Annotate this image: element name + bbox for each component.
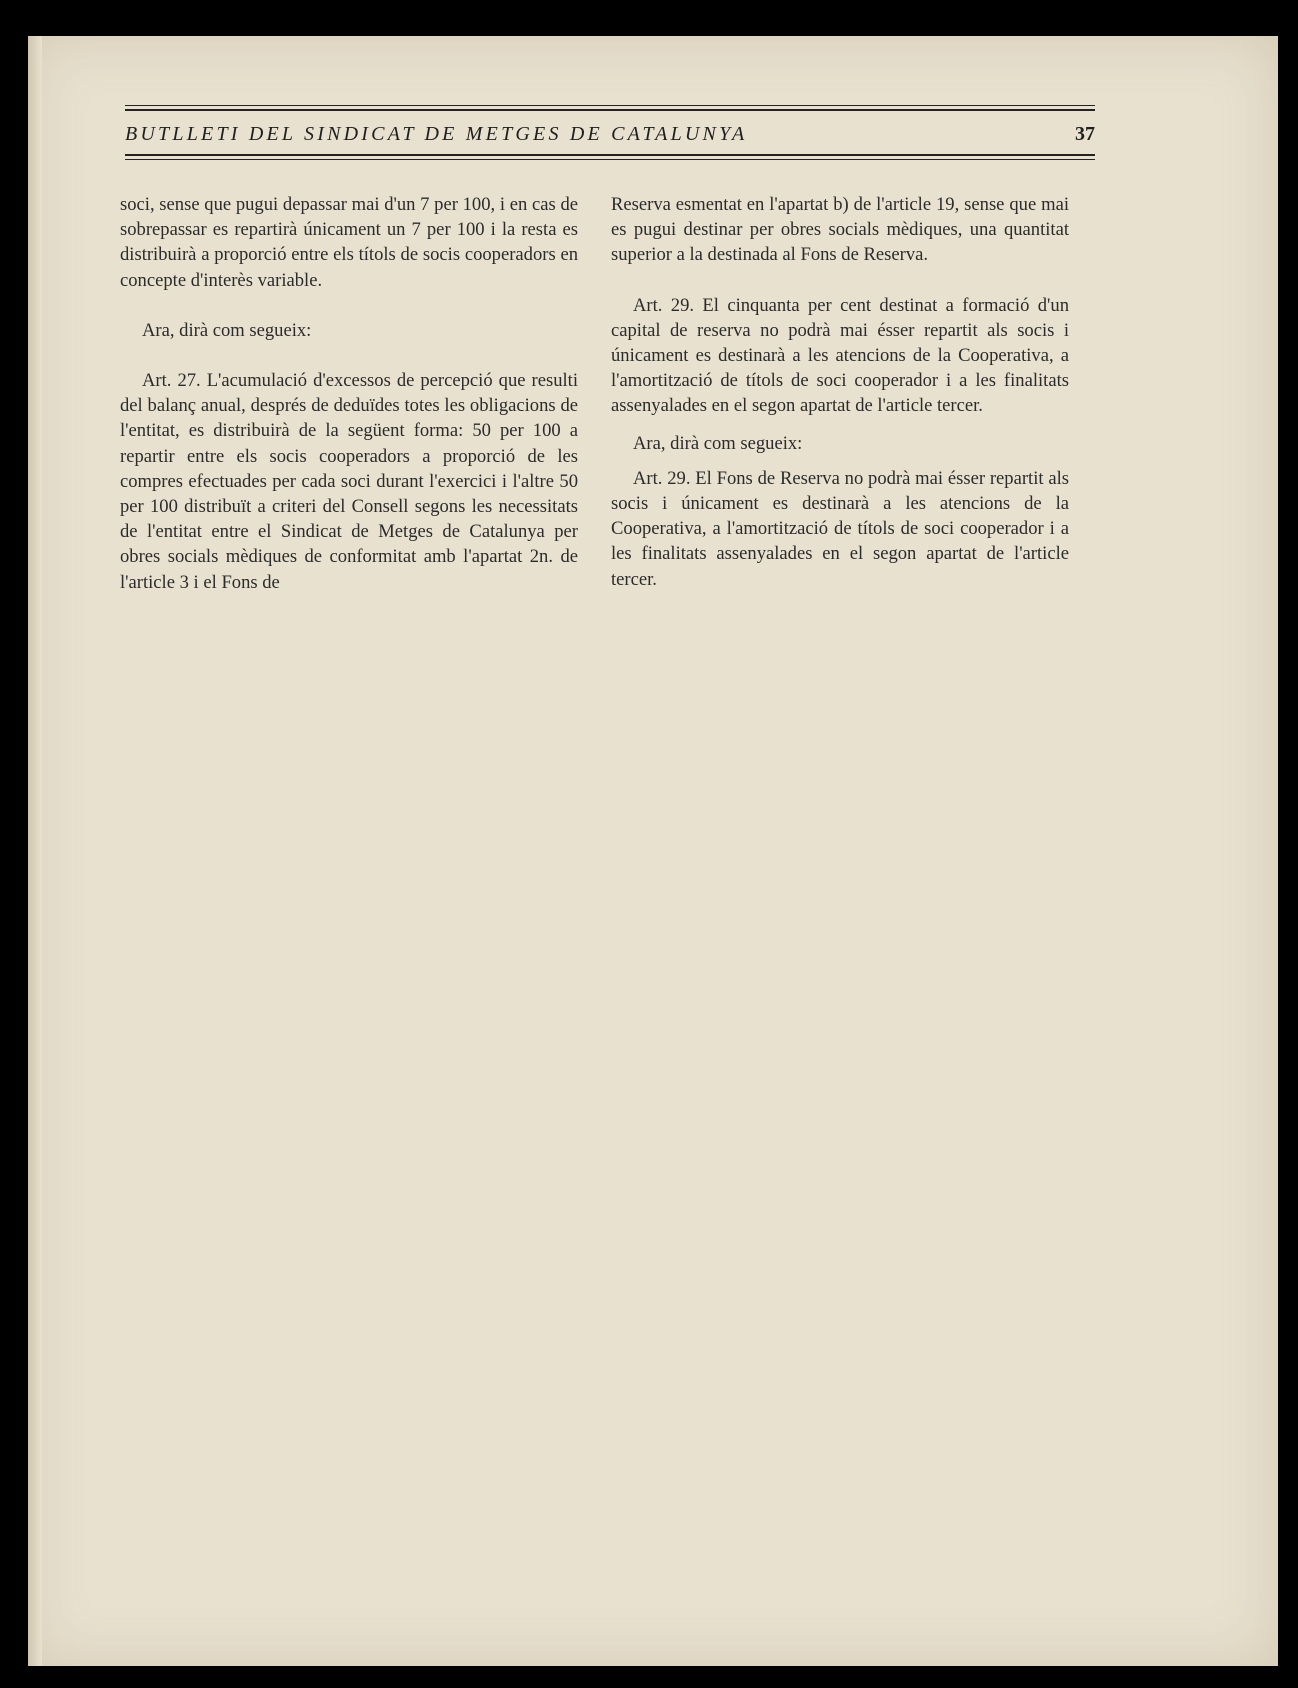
header-rule xyxy=(125,159,1095,160)
paragraph: Reserva esmentat en l'apartat b) de l'article 19, sense que mai es pugui destinar per obres socials mèdiques, una quantitat superior a la destinada al Fons de Reserva. xyxy=(611,194,1069,266)
paragraph: Art. 27. L'acumulació d'excessos de percepció que resulti del balanç anual, després de deduïdes totes les obligacions de l'entitat, es distribuirà de la següent forma: 50 per 100 a repartir entre els socis cooperadors a proporció de les compres efectuades per cada soci durant l'exercici i l'altre 50 per 100 distribuït a criteri del Consell segons les necessitats de l'entitat entre el Sindicat de Metges de Catalunya per obres socials mèdiques de conformitat amb l'apartat 2n. de l'article 3 i el Fons de xyxy=(120,370,578,593)
left-column xyxy=(120,192,578,595)
paragraph: Art. 29. El Fons de Reserva no podrà mai ésser repartit als socis i únicament es destinarà a les atencions de la Cooperativa, a l'amortització de títols de soci cooperador i a les finalitats assenyalades en el segon apartat de l'article tercer. xyxy=(611,467,1069,590)
paragraph: Ara, dirà com segueix: xyxy=(633,432,803,454)
header-rule xyxy=(125,105,1095,106)
page-edge xyxy=(28,36,42,1666)
page-number: 37 xyxy=(1075,123,1095,145)
header-rule xyxy=(125,154,1095,156)
paragraph: Ara, dirà com segueix: xyxy=(142,319,312,341)
paragraph: soci, sense que pugui depassar mai d'un 7 per 100, i en cas de sobrepassar es repartirà únicament un 7 per 100 i la resta es distribuirà a proporció entre els títols de socis cooperadors en concepte d'interès variable. xyxy=(120,194,578,291)
right-column xyxy=(611,192,1069,592)
running-header xyxy=(125,105,1095,160)
paragraph: Art. 29. El cinquanta per cent destinat a formació d'un capital de reserva no podrà mai ésser repartit als socis i únicament es destinarà a les atencions de la Cooperativa, a l'amortització de títols de soci cooperador i a les finalitats assenyalades en el segon apartat de l'article tercer. xyxy=(611,294,1069,417)
header-rule xyxy=(125,109,1095,111)
journal-title: BUTLLETI DEL SINDICAT DE METGES DE CATALUNYA xyxy=(125,123,748,145)
header-row xyxy=(125,123,1095,146)
